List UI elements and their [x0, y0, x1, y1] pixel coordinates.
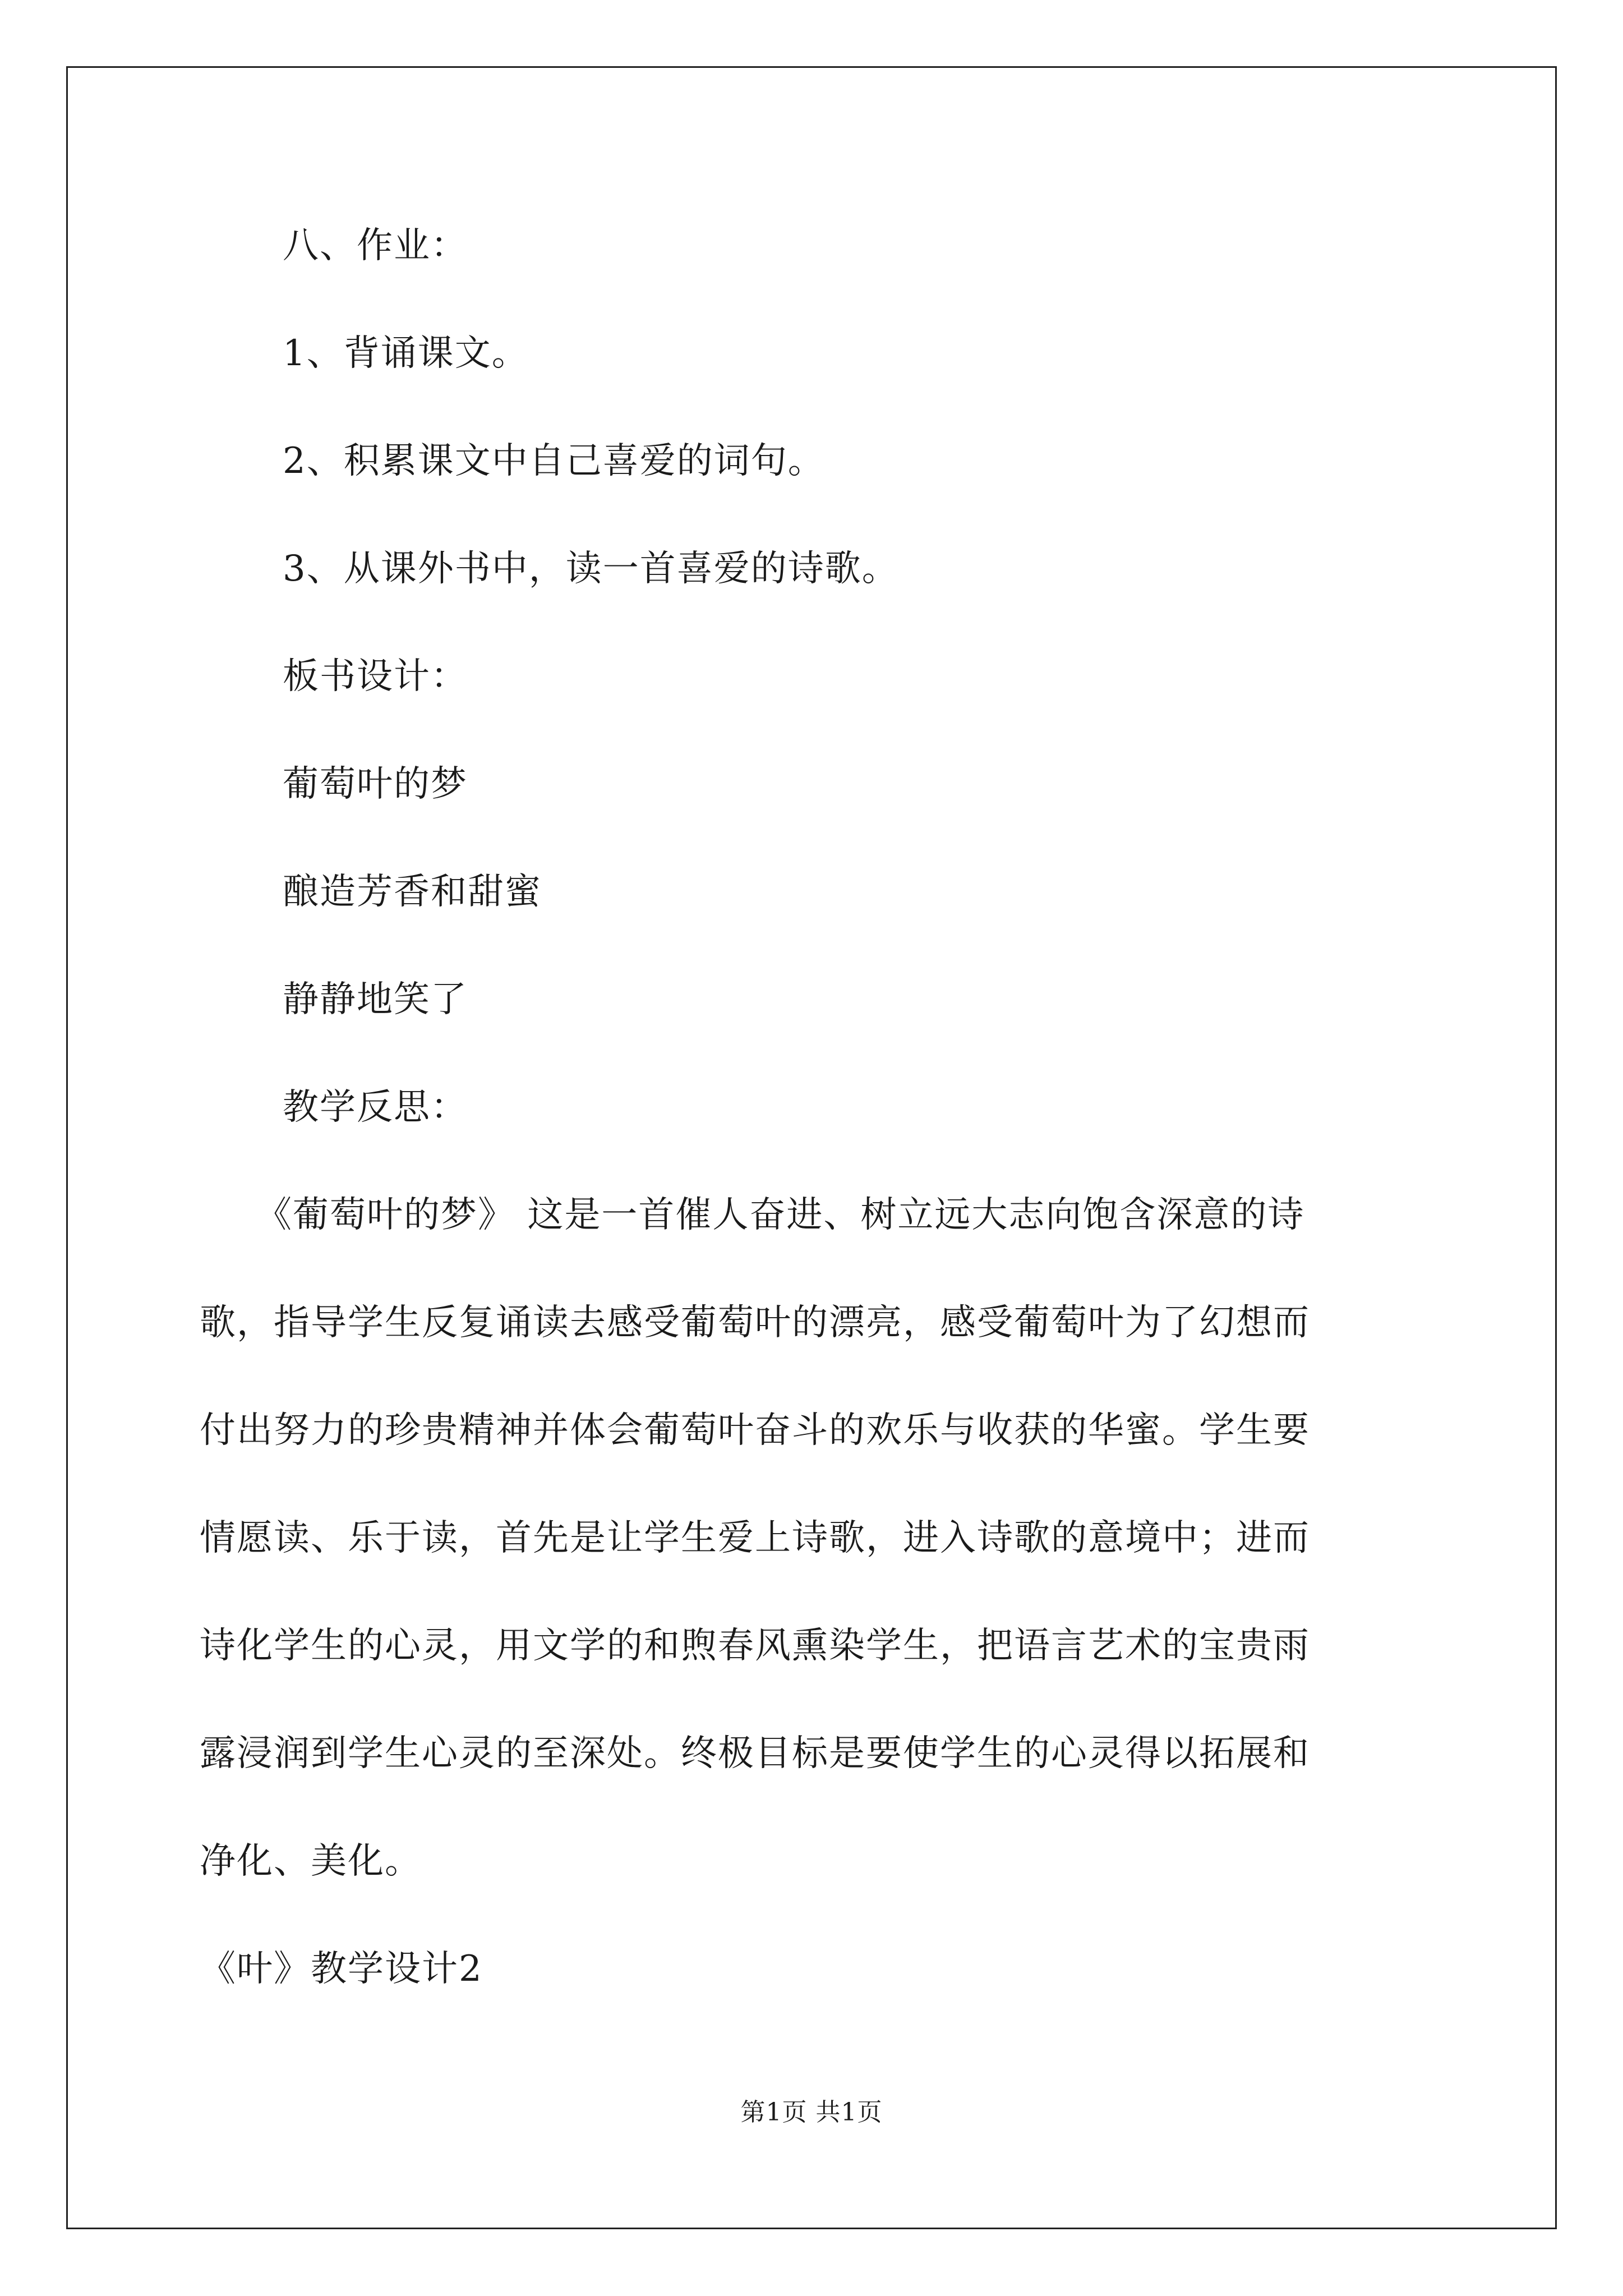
reflection-line: 净化、美化。	[200, 1841, 422, 1882]
reflection-line: 付出努力的珍贵精神并体会葡萄叶奋斗的欢乐与收获的华蜜。学生要	[200, 1410, 1310, 1451]
homework-heading: 八、作业：	[283, 225, 468, 266]
reflection-line: 诗化学生的心灵，用文学的和煦春风熏染学生，把语言艺术的宝贵雨	[200, 1625, 1310, 1667]
homework-item-3: 3、从课外书中，读一首喜爱的诗歌。	[283, 548, 899, 590]
section-title: 《叶》教学设计2	[200, 1948, 483, 1990]
board-design-line-3: 静静地笑了	[283, 979, 468, 1020]
board-design-line-1: 葡萄叶的梦	[283, 763, 468, 805]
reflection-line: 歌，指导学生反复诵读去感受葡萄叶的漂亮，感受葡萄叶为了幻想而	[200, 1302, 1310, 1343]
reflection-heading: 教学反思：	[283, 1087, 468, 1128]
page-footer: 第1页 共1页	[740, 2098, 883, 2127]
reflection-line: 《葡萄叶的梦》 这是一首催人奋进、树立远大志向饱含深意的诗	[256, 1194, 1305, 1236]
page-border	[66, 66, 1557, 2229]
homework-item-1: 1、背诵课文。	[283, 333, 529, 374]
board-design-line-2: 酿造芳香和甜蜜	[283, 871, 542, 913]
reflection-line: 露浸润到学生心灵的至深处。终极目标是要使学生的心灵得以拓展和	[200, 1733, 1310, 1774]
board-design-heading: 板书设计：	[283, 656, 468, 697]
homework-item-2: 2、积累课文中自己喜爱的词句。	[283, 440, 825, 482]
reflection-line: 情愿读、乐于读，首先是让学生爱上诗歌，进入诗歌的意境中；进而	[200, 1517, 1310, 1559]
